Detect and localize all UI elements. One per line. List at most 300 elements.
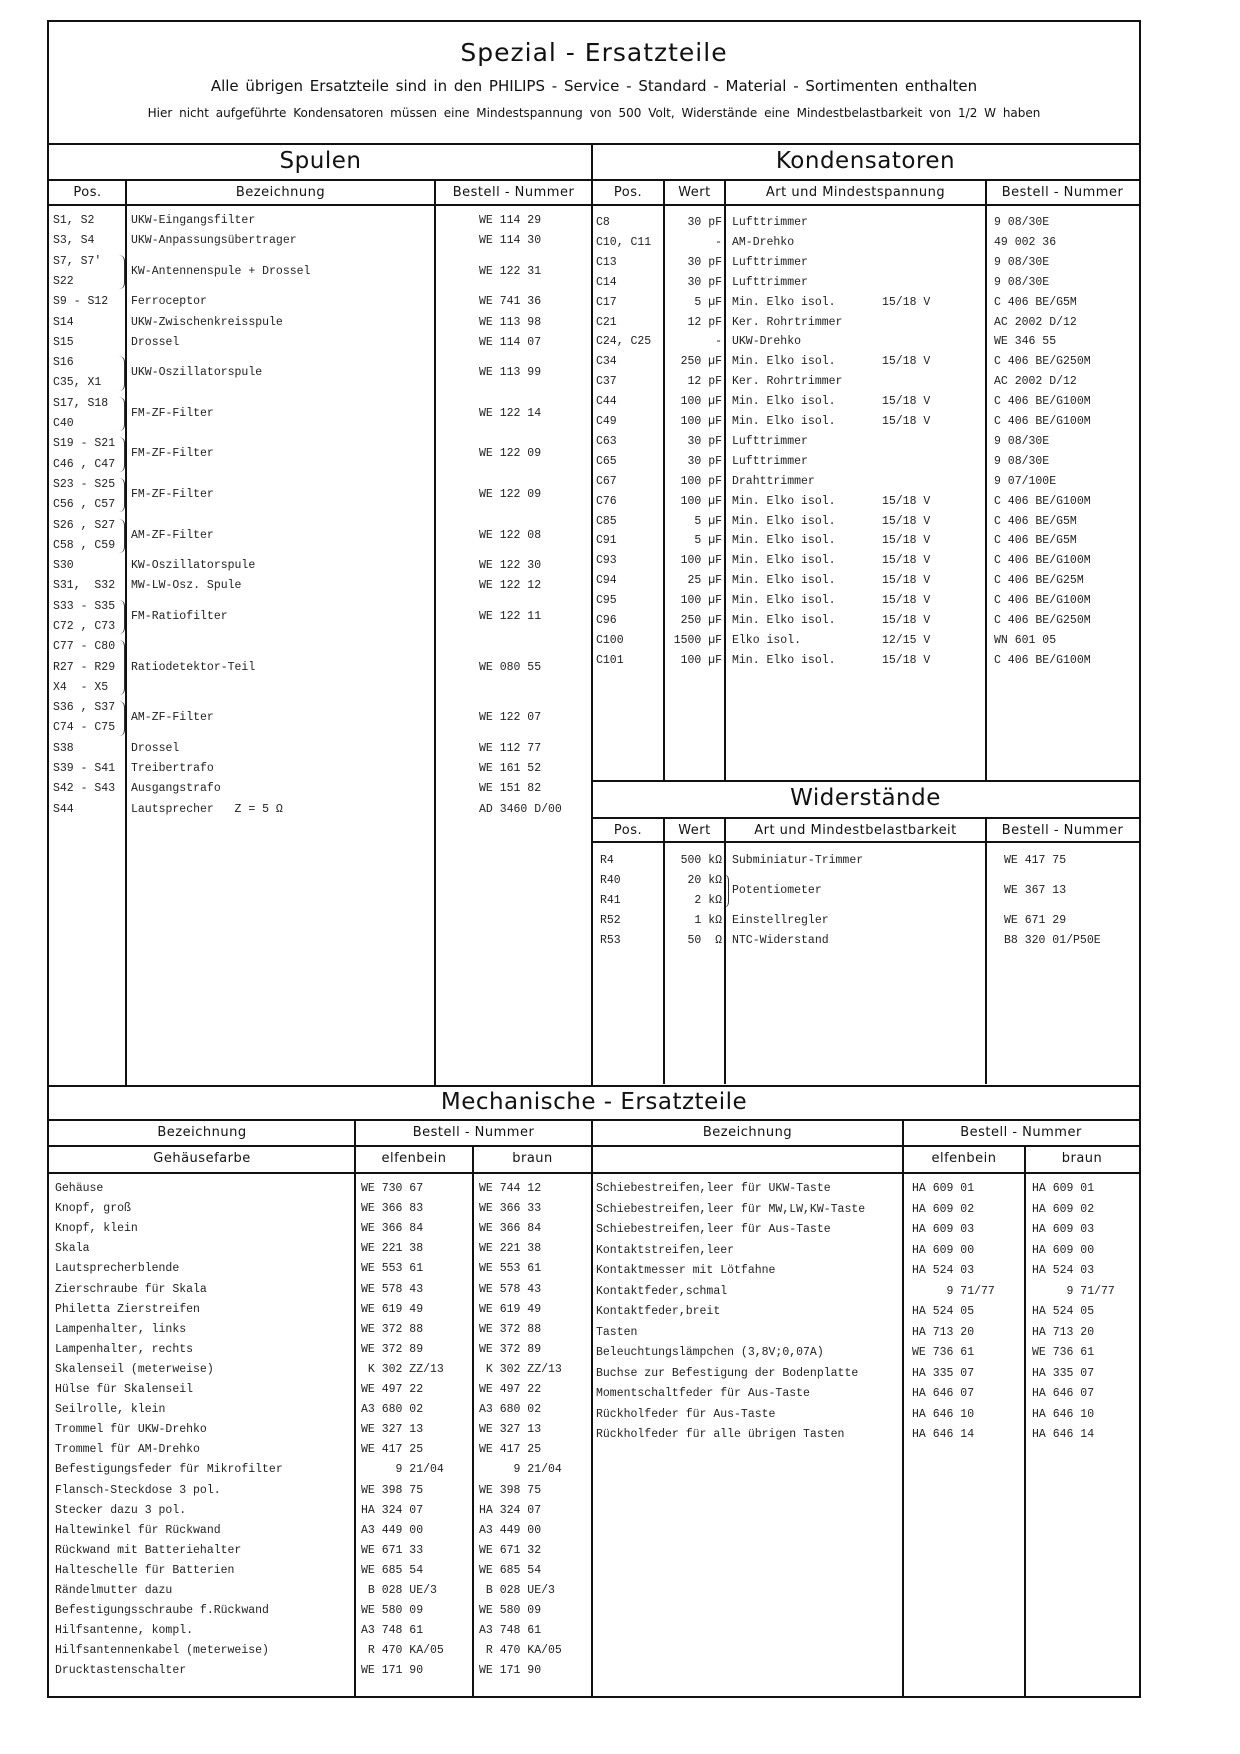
wert-cell-line: 1 kΩ [694,914,722,927]
wert-cell [664,492,722,512]
bezeichnung-cell: Drossel [131,335,180,349]
col-header-pos: Pos. [73,185,102,200]
bezeichnung-cell: Philetta Zierstreifen [55,1302,200,1316]
pos-cell [53,576,123,596]
pos-cell [596,273,662,293]
pos-cell [53,313,123,333]
wert-cell [664,871,722,911]
bezeichnung-cell: FM-Ratiofilter [131,609,228,623]
bestell-nummer-cell: AC 2002 D/12 [994,375,1077,389]
braun-cell: HA 324 07 [479,1503,542,1517]
pos-cell-line: C13 [596,255,617,269]
bestell-nummer-cell: WE 122 08 [479,528,542,542]
bezeichnung-cell: Schiebestreifen,leer für MW,LW,KW-Taste [596,1202,866,1216]
art-cell: AM-Drehko [732,235,795,249]
bezeichnung-cell: Lautsprecher Z = 5 Ω [131,802,283,816]
bezeichnung-cell: Skala [55,1242,90,1256]
pos-cell [53,292,123,312]
wert-cell-line: 30 pF [687,434,722,448]
pos-cell [596,611,662,631]
table-row [49,1601,592,1621]
pos-cell [53,333,123,353]
table-row [49,434,592,475]
wert-cell [664,452,722,472]
wert-cell [664,651,722,671]
wert-cell-line: 5 µF [694,534,722,548]
wert-cell-line: - [715,335,722,349]
elfenbein-cell: WE 685 54 [361,1563,424,1577]
pos-cell-line: S1, S2 [53,214,95,227]
bestell-nummer-cell: WE 161 52 [479,762,542,776]
bestell-nummer-cell: 9 07/100E [994,474,1057,488]
braun-cell: WE 619 49 [479,1302,542,1316]
table-row [49,1501,592,1521]
elfenbein-cell: WE 497 22 [361,1383,424,1396]
bezeichnung-cell: Haltewinkel für Rückwand [55,1523,221,1537]
col-header-bezeichnung: Bezeichnung [235,185,326,200]
wert-cell [664,931,722,951]
wert-cell [664,293,722,313]
pos-cell [600,911,660,931]
pos-cell-line: S19 - S21 [53,437,116,451]
pos-cell-line: S36 , S37 [53,701,116,715]
table-row [592,472,1139,492]
pos-cell [53,231,123,251]
table-row [592,492,1139,512]
wert-cell-line: 25 µF [687,574,722,588]
bezeichnung-cell: Ratiodetektor-Teil [131,660,256,674]
braun-cell: HA 524 03 [1032,1264,1095,1277]
braun-cell: HA 646 14 [1032,1428,1095,1441]
elfenbein-cell: WE 398 75 [361,1483,424,1497]
bestell-nummer-cell: C 406 BE/G25M [994,574,1084,588]
bezeichnung-cell: Seilrolle, klein [55,1403,166,1417]
table-row [49,1621,592,1641]
col-header-pos: Pos. [613,185,643,200]
pos-cell-line: R40 [600,874,621,887]
braun-cell: WE 327 13 [479,1423,542,1437]
table-row [49,1440,592,1460]
bezeichnung-cell: Zierschraube für Skala [55,1282,207,1296]
pos-cell-line: S30 [53,559,74,573]
col-header-bezeichnung: Bezeichnung [157,1125,247,1140]
table-row [49,1219,592,1239]
bezeichnung-cell: AM-ZF-Filter [131,711,214,725]
table-row [49,1460,592,1480]
elfenbein-cell: HA 646 07 [912,1387,975,1400]
braun-cell: WE 671 32 [479,1543,542,1557]
pos-cell [596,651,662,671]
table-row [592,452,1139,472]
bestell-nummer-cell: C 406 BE/G100M [994,395,1091,409]
art-cell: Potentiometer [732,884,822,897]
elfenbein-cell: A3 748 61 [361,1624,424,1638]
braun-cell: WE 372 89 [479,1342,542,1356]
elfenbein-cell: WE 327 13 [361,1423,424,1437]
pos-cell [596,313,662,333]
bezeichnung-cell: Drucktastenschalter [55,1664,187,1678]
bezeichnung-cell: Drossel [131,741,180,755]
bezeichnung-cell: FM-ZF-Filter [131,488,214,502]
bestell-nummer-cell: C 406 BE/G5M [994,534,1077,548]
table-row [49,394,592,435]
bestell-nummer-cell: WE 741 36 [479,295,542,309]
bestell-nummer-cell: WE 114 30 [479,234,542,248]
brace-icon [119,397,125,432]
divider [592,780,1139,782]
elfenbein-cell: HA 646 14 [912,1428,975,1441]
bestell-nummer-cell: WE 122 09 [479,488,542,502]
pos-cell-line: C74 - C75 [53,721,116,735]
pos-cell-line: C93 [596,554,617,568]
wert-cell [664,631,722,651]
table-row [592,531,1139,551]
table-row [49,739,592,759]
wert-cell-line: 1500 µF [673,633,722,647]
bestell-nummer-cell: WN 601 05 [994,633,1057,647]
elfenbein-cell: A3 680 02 [361,1403,424,1417]
bestell-nummer-cell: 9 08/30E [994,275,1050,289]
elfenbein-cell: WE 366 84 [361,1222,424,1236]
table-row [49,333,592,353]
table-row [49,1259,592,1279]
divider [49,204,592,206]
pos-cell [53,759,123,779]
art-cell: Min. Elko isol. [732,514,836,528]
table-row [49,1300,592,1320]
col-header-bestell: Bestell - Nummer [1001,823,1124,838]
art-cell: Ker. Rohrtrimmer [732,315,843,329]
bezeichnung-cell: Hilfsantenne, kompl. [55,1624,194,1638]
table-row [49,231,592,251]
col-header-pos: Pos. [613,823,643,838]
header-note-1: Alle übrigen Ersatzteile sind in den PHILIPS - Service - Standard - Material - Sortimenten enthalten [210,77,978,95]
col-header-braun: braun [512,1151,553,1166]
wert-cell [664,611,722,631]
elfenbein-cell: 9 71/77 [912,1284,995,1298]
bezeichnung-cell: Hilfsantennenkabel (meterweise) [55,1644,269,1658]
spannung-cell: 15/18 V [882,395,931,409]
bestell-nummer-cell: WE 122 07 [479,711,542,725]
bestell-nummer-cell: C 406 BE/G100M [994,415,1091,428]
bestell-nummer-cell: C 406 BE/G5M [994,514,1077,528]
elfenbein-cell: WE 221 38 [361,1242,424,1256]
braun-cell: WE 736 61 [1032,1346,1095,1359]
braun-cell: WE 497 22 [479,1383,542,1396]
table-row [592,631,1139,651]
parts-list-sheet [47,20,1141,1698]
bezeichnung-cell: Treibertrafo [131,762,214,776]
table-row [49,475,592,516]
bezeichnung-cell: Stecker dazu 3 pol. [55,1503,187,1517]
pos-cell-line: C63 [596,434,617,448]
elfenbein-cell: K 302 ZZ/13 [361,1362,444,1376]
wert-cell-line: 2 kΩ [694,894,722,907]
pos-cell-line: X4 - X5 [53,680,109,694]
wert-cell [664,851,722,871]
elfenbein-cell: WE 578 43 [361,1282,424,1296]
bezeichnung-cell: UKW-Eingangsfilter [131,214,256,227]
table-row [592,611,1139,631]
table-row [592,213,1139,233]
table-row [592,1425,1139,1446]
table-row [592,651,1139,671]
table-row [592,1364,1139,1385]
col-header-braun: braun [1061,1151,1103,1166]
pos-cell [53,779,123,799]
table-row [592,432,1139,452]
bezeichnung-cell: KW-Antennenspule + Drossel [131,264,311,278]
elfenbein-cell: 9 21/04 [361,1463,444,1477]
bestell-nummer-cell: WE 114 29 [479,214,542,227]
bezeichnung-cell: Tasten [596,1325,638,1339]
bestell-nummer-cell: 49 002 36 [994,235,1057,249]
spannung-cell: 15/18 V [882,355,931,369]
divider [592,179,1139,181]
elfenbein-cell: HA 609 03 [912,1223,975,1236]
art-cell: Lufttrimmer [732,216,808,229]
spannung-cell: 15/18 V [882,295,931,309]
wert-cell-line: 100 µF [680,554,722,568]
elfenbein-cell: HA 524 05 [912,1305,975,1318]
brace-icon [119,478,125,513]
table-row [49,759,592,779]
bestell-nummer-cell: 9 08/30E [994,454,1050,468]
wert-cell-line: 5 µF [694,514,722,528]
elfenbein-cell: WE 730 67 [361,1182,424,1195]
pos-cell-line: R52 [600,914,621,927]
brace-icon [119,519,125,554]
table-row [49,1420,592,1440]
bezeichnung-cell: Befestigungsschraube f.Rückwand [55,1604,269,1618]
wert-cell-line: 12 pF [687,315,722,329]
table-row [49,1641,592,1661]
pos-cell [53,211,123,231]
pos-cell-line: C49 [596,415,617,428]
section-title-mechanische: Mechanische - Ersatzteile [440,1089,748,1115]
bestell-nummer-cell: WE 151 82 [479,782,542,796]
pos-cell-line: C8 [596,216,610,229]
bezeichnung-cell: FM-ZF-Filter [131,406,214,420]
pos-cell-line: C85 [596,514,617,528]
table-row [49,353,592,394]
bezeichnung-cell: Trommel für UKW-Drehko [55,1423,207,1437]
divider [49,143,1139,145]
table-row [49,1380,592,1400]
pos-cell [596,213,662,233]
bestell-nummer-cell: WE 112 77 [479,741,542,755]
table-row [592,293,1139,313]
wert-cell-line: 100 µF [680,494,722,508]
divider [592,841,1139,843]
pos-cell [600,871,660,911]
col-header-bestell: Bestell - Nummer [452,185,575,200]
table-row [592,1302,1139,1323]
bestell-nummer-cell: C 406 BE/G100M [994,594,1091,608]
pos-cell-line: S15 [53,335,74,349]
bezeichnung-cell: Trommel für AM-Drehko [55,1443,200,1457]
braun-cell: WE 221 38 [479,1242,542,1256]
elfenbein-cell: HA 609 00 [912,1243,975,1257]
wert-cell [664,313,722,333]
pos-cell [596,392,662,412]
bestell-nummer-cell: AD 3460 D/00 [479,802,562,816]
elfenbein-cell: WE 417 25 [361,1443,424,1457]
bestell-nummer-cell: WE 113 98 [479,315,542,329]
table-row [49,779,592,799]
wert-cell-line: 100 µF [680,415,722,428]
braun-cell: HA 524 05 [1032,1305,1095,1318]
table-row [592,313,1139,333]
pos-cell [596,512,662,532]
table-row [592,352,1139,372]
wert-cell [664,591,722,611]
pos-cell [53,800,123,820]
bezeichnung-cell: Kontaktfeder,schmal [596,1284,728,1298]
table-row [49,1340,592,1360]
bezeichnung-cell: FM-ZF-Filter [131,447,214,461]
bezeichnung-cell: KW-Oszillatorspule [131,559,256,573]
braun-cell: WE 744 12 [479,1182,542,1195]
table-row [592,551,1139,571]
table-row [592,1282,1139,1303]
wert-cell-line: 100 pF [680,474,722,488]
table-row [592,1405,1139,1426]
bestell-nummer-cell: C 406 BE/G250M [994,355,1091,369]
pos-cell-line: S16 [53,356,74,370]
pos-cell-line: S44 [53,802,74,816]
pos-cell-line: C46 , C47 [53,457,116,471]
bezeichnung-cell: Gehäuse [55,1182,104,1195]
wert-cell [664,911,722,931]
wert-cell-line: 250 µF [680,614,722,627]
col-header-bezeichnung: Bezeichnung [702,1125,793,1140]
bestell-nummer-cell: B8 320 01/P50E [1004,934,1101,947]
pos-cell-line: S22 [53,274,74,288]
bestell-nummer-cell: WE 122 31 [479,264,542,278]
pos-cell [596,432,662,452]
bestell-nummer-cell: C 406 BE/G100M [994,494,1091,508]
elfenbein-cell: HA 324 07 [361,1503,424,1517]
pos-cell [53,475,123,516]
pos-cell-line: C67 [596,474,617,488]
table-row [592,911,1139,931]
spannung-cell: 15/18 V [882,494,931,508]
braun-cell: A3 680 02 [479,1403,542,1417]
pos-cell-line: S33 - S35 [53,599,116,613]
pos-cell [596,591,662,611]
spannung-cell: 15/18 V [882,614,931,627]
bestell-nummer-cell: WE 417 75 [1004,854,1067,867]
wert-cell [664,332,722,352]
bezeichnung-cell: Knopf, groß [55,1202,131,1216]
braun-cell: WE 372 88 [479,1322,542,1336]
pos-cell-line: C101 [596,653,624,667]
table-row [49,1239,592,1259]
braun-cell: WE 366 33 [479,1202,542,1216]
pos-cell-line: S26 , S27 [53,518,116,532]
pos-cell [596,352,662,372]
bestell-nummer-cell: WE 122 14 [479,406,542,420]
brace-icon [119,600,125,635]
pos-cell-line: S14 [53,315,74,329]
elfenbein-cell: HA 609 01 [912,1182,975,1195]
table-row [592,931,1139,951]
divider [49,1119,1139,1121]
table-row [49,313,592,333]
art-cell: Lufttrimmer [732,255,808,269]
bezeichnung-cell: Ausgangstrafo [131,782,221,796]
table-row [592,233,1139,253]
bestell-nummer-cell: WE 122 09 [479,447,542,461]
bezeichnung-cell: UKW-Anpassungsübertrager [131,234,297,248]
pos-cell-line: S39 - S41 [53,762,116,776]
pos-cell-line: C76 [596,494,617,508]
bestell-nummer-cell: C 406 BE/G5M [994,295,1077,309]
bezeichnung-cell: MW-LW-Osz. Spule [131,579,242,593]
table-row [592,1323,1139,1344]
art-cell: Lufttrimmer [732,275,808,289]
elfenbein-cell: HA 609 02 [912,1202,975,1216]
braun-cell: WE 553 61 [479,1262,542,1276]
pos-cell-line: C96 [596,614,617,627]
pos-cell [596,492,662,512]
pos-cell-line: S38 [53,741,74,755]
braun-cell: WE 366 84 [479,1222,542,1236]
art-cell: Min. Elko isol. [732,494,836,508]
wert-cell-line: 12 pF [687,375,722,389]
braun-cell: 9 21/04 [479,1463,562,1477]
art-cell: Drahttrimmer [732,474,815,488]
pos-cell [596,472,662,492]
table-row [49,1541,592,1561]
elfenbein-cell: HA 335 07 [912,1366,975,1380]
bestell-nummer-cell: WE 114 07 [479,335,542,349]
bestell-nummer-cell: C 406 BE/G100M [994,554,1091,568]
elfenbein-cell: A3 449 00 [361,1523,424,1537]
art-cell: NTC-Widerstand [732,934,829,947]
elfenbein-cell: WE 372 89 [361,1342,424,1356]
table-row [49,698,592,739]
wert-cell [664,432,722,452]
section-title-kondensatoren: Kondensatoren [775,148,956,174]
wert-cell-line: 5 µF [694,295,722,309]
brace-icon [119,640,125,695]
art-cell: Min. Elko isol. [732,554,836,568]
pos-cell-line: C17 [596,295,617,309]
table-row [592,1343,1139,1364]
elfenbein-cell: B 028 UE/3 [361,1584,437,1597]
art-cell: Min. Elko isol. [732,653,836,667]
pos-cell-line: S23 - S25 [53,477,116,491]
bezeichnung-cell: Rändelmutter dazu [55,1584,173,1597]
wert-cell [664,253,722,273]
pos-cell-line: C24, C25 [596,335,652,349]
bezeichnung-cell: Hülse für Skalenseil [55,1383,194,1396]
braun-cell: HA 609 02 [1032,1202,1095,1216]
col-header-elfenbein: elfenbein [381,1151,447,1166]
bezeichnung-cell: Schiebestreifen,leer für Aus-Taste [596,1223,831,1236]
pos-cell-line: C65 [596,454,617,468]
bestell-nummer-cell: WE 367 13 [1004,884,1067,897]
pos-cell [53,739,123,759]
pos-cell-line: S31, S32 [53,579,116,593]
divider [49,1145,1139,1147]
pos-cell-line: R4 [600,854,614,867]
spannung-cell: 12/15 V [882,633,931,647]
bestell-nummer-cell: WE 346 55 [994,335,1057,349]
art-cell: Subminiatur-Trimmer [732,854,864,867]
